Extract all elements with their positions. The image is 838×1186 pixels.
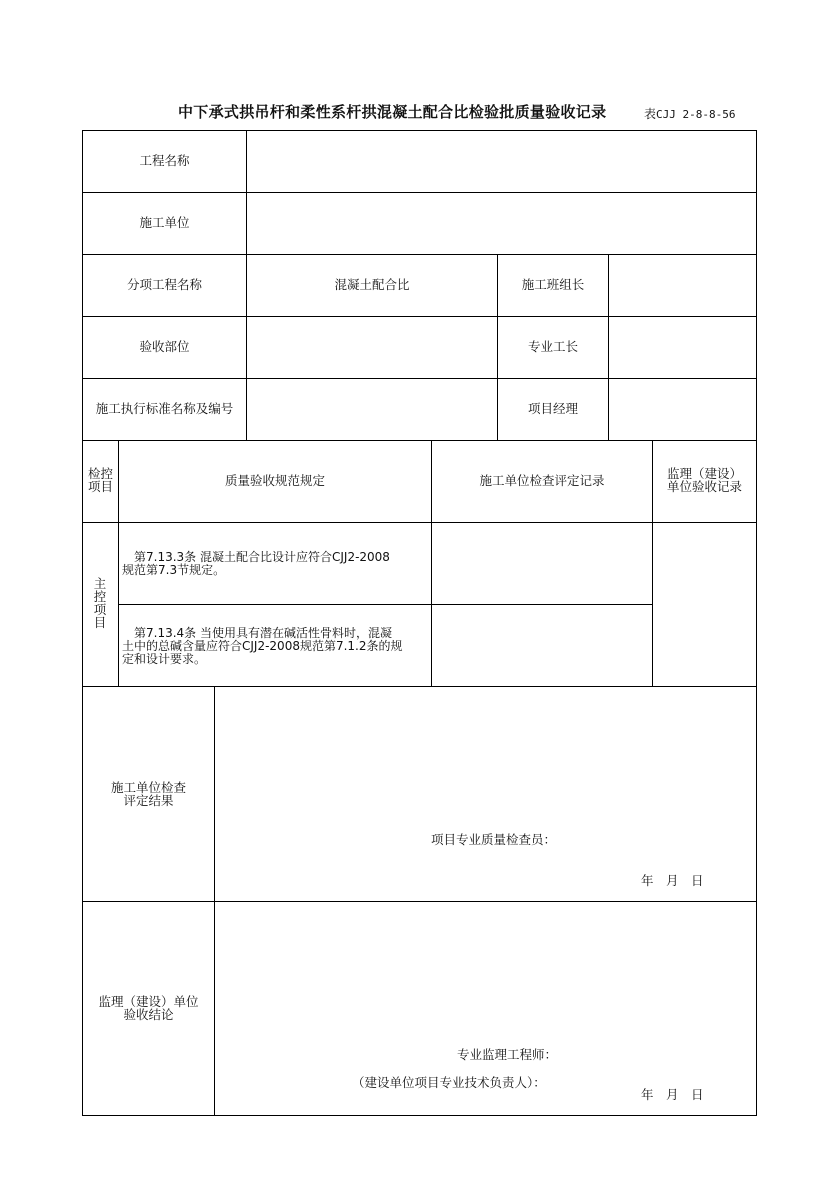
form-code-prefix: 表 — [644, 107, 657, 121]
supervisor-record-header — [653, 467, 756, 493]
supervisor-conclusion-label-line2: 验收结论 — [123, 1007, 174, 1022]
main-control-label: 主控项目 — [93, 576, 107, 630]
clause-line: 规范第7.3节规定。 — [122, 563, 226, 577]
clause-item — [122, 551, 428, 577]
supervisor-conclusion-label-line1: 监理（建设）单位 — [98, 994, 199, 1009]
supervisor-header-line1: 监理（建设） — [666, 466, 742, 481]
constructor-label: 施工单位 — [139, 215, 190, 230]
constructor-result-date: 年 月 日 — [641, 873, 704, 888]
clause-line: 定和设计要求。 — [122, 652, 207, 666]
check-item-header-line2: 项目 — [87, 479, 113, 494]
spec-header: 质量验收规范规定 — [224, 473, 325, 488]
check-item-header — [83, 467, 118, 493]
owner-representative-signature: （建设单位项目专业技术负责人）： — [352, 1075, 546, 1090]
standard-label: 施工执行标准名称及编号 — [95, 401, 234, 416]
constructor-record-header: 施工单位检查评定记录 — [479, 473, 605, 488]
check-item-header-line1: 检控 — [87, 466, 113, 481]
project-manager-label: 项目经理 — [527, 401, 578, 416]
supervising-engineer-signature: 专业监理工程师： — [457, 1047, 558, 1062]
constructor-result-label-line1: 施工单位检查 — [110, 780, 186, 795]
supervisor-conclusion-label — [83, 995, 214, 1021]
clause-line: 土中的总碱含量应符合CJJ2-2008规范第7.1.2条的规 — [122, 639, 403, 653]
clause-line: 第7.13.3条 混凝土配合比设计应符合CJJ2-2008 — [134, 550, 390, 564]
constructor-result-label — [83, 781, 214, 807]
clause-item — [122, 627, 428, 666]
foreman-label: 专业工长 — [527, 339, 578, 354]
sub-item-value: 混凝土配合比 — [334, 277, 410, 292]
sub-item-label: 分项工程名称 — [126, 277, 202, 292]
supervisor-header-line2: 单位验收记录 — [666, 479, 742, 494]
team-leader-label: 施工班组长 — [521, 277, 585, 292]
page-title: 中下承式拱吊杆和柔性系杆拱混凝土配合比检验批质量验收记录 — [178, 103, 607, 121]
acceptance-part-label: 验收部位 — [139, 339, 190, 354]
supervisor-conclusion-date: 年 月 日 — [641, 1087, 704, 1102]
constructor-result-label-line2: 评定结果 — [123, 793, 174, 808]
form-code-number: CJJ 2-8-8-56 — [656, 108, 736, 121]
quality-inspector-signature: 项目专业质量检查员： — [431, 832, 557, 847]
project-name-label: 工程名称 — [139, 153, 190, 168]
clause-line: 第7.13.4条 当使用具有潜在碱活性骨料时，混凝 — [134, 626, 392, 640]
